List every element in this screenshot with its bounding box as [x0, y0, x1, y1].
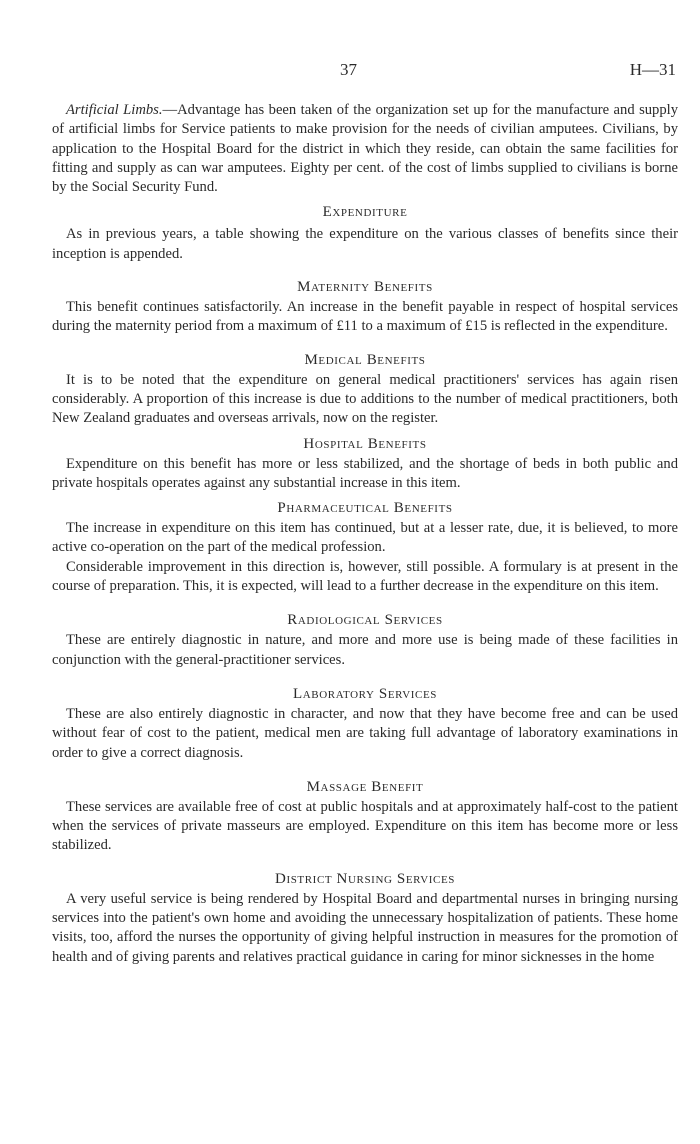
paragraph: These are also entirely diagnostic in character, and now that they have become free and can be used without fear of cost to the patient, medical men are taking full advantage of laboratory examinations in order to give a correct diagnosis.	[52, 705, 678, 761]
paragraph: Considerable improvement in this direction is, however, still possible. A formulary is at present in the course of preparation. This, it is expected, will lead to a further decrease in the expenditure on this item.	[52, 558, 678, 595]
section-maternity-benefits	[52, 278, 678, 337]
paragraph: Expenditure on this benefit has more or less stabilized, and the shortage of beds in both public and private hospitals operates against any substantial increase in this item.	[52, 455, 678, 491]
section-heading: Expenditure	[322, 204, 408, 221]
section-hospital-benefits	[52, 435, 678, 494]
section-heading: Pharmaceutical Benefits	[277, 500, 453, 517]
section-heading: Hospital Benefits	[303, 435, 427, 452]
section-heading: Radiological Services	[287, 612, 443, 629]
run-in-heading: Artificial Limbs.	[66, 102, 163, 118]
paragraph: These are entirely diagnostic in nature, and more and more use is being made of these facilities in conjunction with the general-practitioner services.	[52, 632, 678, 668]
paragraph: The increase in expenditure on this item has continued, but at a lesser rate, due, it is believed, to more active co-operation on the part of the medical profession.	[52, 520, 678, 556]
body-text	[52, 101, 678, 967]
paragraph: This benefit continues satisfactorily. An increase in the benefit payable in respect of hospital services during the maternity period from a maximum of £11 to a maximum of £15 is reflected in the expenditure.	[52, 299, 678, 335]
section-heading: District Nursing Services	[275, 870, 455, 887]
paragraph: A very useful service is being rendered by Hospital Board and departmental nurses in bringing nursing services into the patient's own home and avoiding the unnecessary hospitalization of patients. These home visits, too, afford the nurses the opportunity of giving helpful instruction in measures for the promotion of health and of giving parents and relatives practical guidance in caring for minor sicknesses in the home	[52, 890, 678, 965]
section-heading: Medical Benefits	[304, 351, 426, 368]
paragraph	[52, 101, 678, 197]
section-district-nursing-services	[52, 870, 678, 967]
section-pharmaceutical-benefits	[52, 499, 678, 596]
paragraph-text: —Advantage has been taken of the organization set up for the manufacture and supply of artificial limbs for Service patients to make provision for the needs of civilian amputees. Civilians, by application to the Hospital Board for the district in which they reside, can obtain the same facilities for fitting and supply as can war amputees. Eighty per cent. of the cost of limbs supplied to civilians is borne by the Social Security Fund.	[52, 102, 678, 196]
section-laboratory-services	[52, 685, 678, 763]
page-number: 37	[340, 60, 357, 79]
paragraph: These services are available free of cost at public hospitals and at approximately half-cost to the patient when the services of private masseurs are employed. Expenditure on this item has become more or less stabilized.	[52, 798, 678, 854]
section-massage-benefit	[52, 778, 678, 856]
section-radiological-services	[52, 611, 678, 670]
paragraph: As in previous years, a table showing the expenditure on the various classes of benefits since their inception is appended.	[52, 226, 678, 262]
section-heading: Maternity Benefits	[297, 279, 433, 296]
document-reference: H—31	[629, 60, 676, 79]
section-medical-benefits	[52, 351, 678, 429]
paragraph: It is to be noted that the expenditure on general medical practitioners' services has again risen considerably. A proportion of this increase is due to additions to the number of medical practitioners, both New Zealand graduates and overseas arrivals, now on the register.	[52, 371, 678, 427]
section-expenditure	[52, 203, 678, 264]
section-heading: Massage Benefit	[306, 778, 424, 795]
section-heading: Laboratory Services	[292, 685, 438, 702]
section-artificial-limbs	[52, 101, 678, 197]
page-header	[0, 60, 700, 84]
